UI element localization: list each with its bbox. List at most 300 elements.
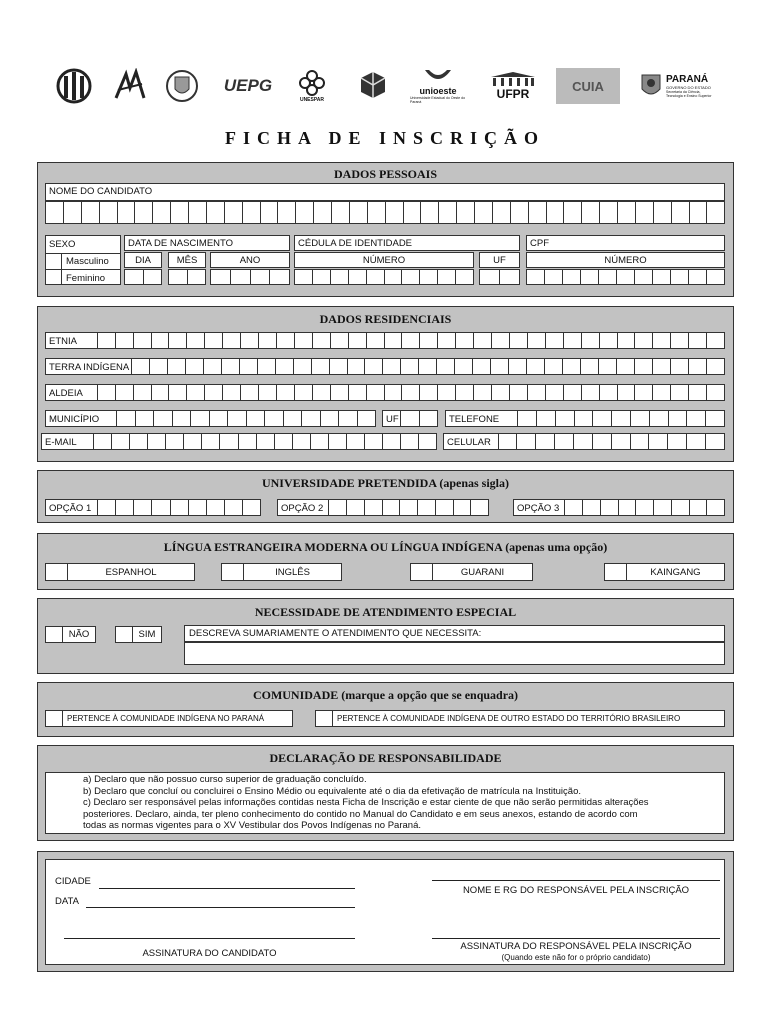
character-cell[interactable]: [526, 359, 544, 374]
character-cell[interactable]: [329, 359, 347, 374]
character-cell[interactable]: [348, 270, 366, 284]
character-cell[interactable]: [437, 333, 455, 348]
character-cell[interactable]: [491, 385, 509, 400]
comunidade-panel: [37, 682, 734, 737]
character-cell[interactable]: [670, 359, 688, 374]
character-cell[interactable]: [258, 333, 276, 348]
character-cell[interactable]: [438, 202, 456, 223]
character-cell[interactable]: [219, 434, 237, 449]
character-cell[interactable]: [634, 385, 652, 400]
character-cell[interactable]: [151, 385, 169, 400]
character-cell[interactable]: [93, 434, 111, 449]
character-cell[interactable]: [330, 385, 348, 400]
assinatura-responsavel-line[interactable]: [432, 938, 720, 939]
character-cell[interactable]: [269, 270, 289, 284]
character-cell[interactable]: [260, 202, 278, 223]
character-cell[interactable]: [630, 411, 649, 426]
character-cell[interactable]: [133, 500, 151, 515]
character-cell[interactable]: [330, 333, 348, 348]
character-cell[interactable]: [382, 434, 400, 449]
character-cell[interactable]: [201, 434, 219, 449]
character-cell[interactable]: [125, 270, 143, 284]
character-cell[interactable]: [330, 270, 348, 284]
character-cell[interactable]: [211, 270, 230, 284]
character-cell[interactable]: [357, 411, 376, 426]
character-cell[interactable]: [258, 385, 276, 400]
character-cell[interactable]: [419, 333, 437, 348]
character-cell[interactable]: [134, 202, 152, 223]
character-cell[interactable]: [480, 270, 499, 284]
character-cell[interactable]: [474, 202, 492, 223]
character-cell[interactable]: [652, 333, 670, 348]
character-cell[interactable]: [419, 385, 437, 400]
uel-emblem-icon: [54, 68, 94, 104]
character-cell[interactable]: [455, 333, 473, 348]
character-cell[interactable]: [311, 359, 329, 374]
character-cell[interactable]: [257, 359, 275, 374]
character-cell[interactable]: [168, 333, 186, 348]
character-cell[interactable]: [401, 270, 419, 284]
nome-label-box: [45, 183, 725, 201]
character-cell[interactable]: [81, 202, 99, 223]
declaracao-title: DECLARAÇÃO DE RESPONSABILIDADE: [269, 751, 502, 765]
character-cell[interactable]: [592, 434, 611, 449]
character-cell[interactable]: [401, 333, 419, 348]
character-cell[interactable]: [382, 500, 400, 515]
character-cell[interactable]: [238, 434, 256, 449]
comunidade-outro-label: PERTENCE À COMUNIDADE INDÍGENA DE OUTRO ESTADO DO TERRITÓRIO BRASILEIRO: [337, 714, 681, 723]
character-cell[interactable]: [328, 434, 346, 449]
character-cell[interactable]: [652, 359, 670, 374]
character-cell[interactable]: [187, 270, 206, 284]
character-cell[interactable]: [420, 202, 438, 223]
character-cell[interactable]: [419, 270, 437, 284]
terra-indigena-label: TERRA INDÍGENA: [49, 362, 130, 373]
character-cell[interactable]: [227, 411, 246, 426]
character-cell[interactable]: [688, 359, 706, 374]
character-cell[interactable]: [653, 202, 671, 223]
character-cell[interactable]: [599, 202, 617, 223]
character-cell[interactable]: [418, 359, 436, 374]
character-cell[interactable]: [277, 202, 295, 223]
comunidade-outro-checkbox[interactable]: [315, 710, 333, 727]
character-cell[interactable]: [617, 202, 635, 223]
email-input[interactable]: [41, 433, 437, 450]
character-cell[interactable]: [562, 270, 580, 284]
character-cell[interactable]: [153, 411, 172, 426]
sim-checkbox[interactable]: [115, 626, 133, 643]
character-cell[interactable]: [230, 270, 250, 284]
character-cell[interactable]: [528, 202, 546, 223]
character-cell[interactable]: [670, 333, 688, 348]
aldeia-input[interactable]: [45, 384, 725, 401]
cidade-line[interactable]: [99, 888, 355, 889]
character-cell[interactable]: [348, 385, 366, 400]
character-cell[interactable]: [546, 202, 564, 223]
character-cell[interactable]: [310, 434, 328, 449]
character-cell[interactable]: [592, 411, 611, 426]
character-cell[interactable]: [563, 385, 581, 400]
character-cell[interactable]: [256, 434, 274, 449]
character-cell[interactable]: [188, 500, 206, 515]
character-cell[interactable]: [366, 385, 384, 400]
character-cell[interactable]: [667, 434, 686, 449]
character-cell[interactable]: [190, 411, 209, 426]
character-cell[interactable]: [364, 434, 382, 449]
character-cell[interactable]: [185, 359, 203, 374]
character-cell[interactable]: [115, 385, 133, 400]
character-cell[interactable]: [653, 500, 671, 515]
character-cell[interactable]: [209, 411, 228, 426]
character-cell[interactable]: [686, 434, 705, 449]
character-cell[interactable]: [545, 333, 563, 348]
character-cell[interactable]: [117, 202, 135, 223]
character-cell[interactable]: [294, 385, 312, 400]
character-cell[interactable]: [554, 434, 573, 449]
mes-input[interactable]: [168, 269, 206, 285]
character-cell[interactable]: [250, 270, 270, 284]
character-cell[interactable]: [563, 202, 581, 223]
character-cell[interactable]: [384, 333, 402, 348]
character-cell[interactable]: [418, 434, 436, 449]
cedula-numero-input[interactable]: [294, 269, 474, 285]
character-cell[interactable]: [338, 411, 357, 426]
character-cell[interactable]: [364, 359, 382, 374]
character-cell[interactable]: [133, 333, 151, 348]
character-cell[interactable]: [131, 359, 149, 374]
cuia-logo: CUIA: [556, 68, 620, 104]
character-cell[interactable]: [294, 333, 312, 348]
character-cell[interactable]: [264, 411, 283, 426]
character-cell[interactable]: [384, 385, 402, 400]
character-cell[interactable]: [516, 434, 535, 449]
character-cell[interactable]: [206, 202, 224, 223]
character-cell[interactable]: [706, 202, 724, 223]
character-cell[interactable]: [689, 500, 707, 515]
character-cell[interactable]: [403, 202, 421, 223]
character-cell[interactable]: [293, 359, 311, 374]
character-cell[interactable]: [203, 359, 221, 374]
character-cell[interactable]: [222, 333, 240, 348]
character-cell[interactable]: [97, 500, 115, 515]
etnia-input[interactable]: [45, 332, 725, 349]
character-cell[interactable]: [580, 359, 598, 374]
character-cell[interactable]: [580, 270, 598, 284]
character-cell[interactable]: [320, 411, 339, 426]
character-cell[interactable]: [491, 333, 509, 348]
character-cell[interactable]: [630, 434, 649, 449]
character-cell[interactable]: [274, 434, 292, 449]
character-cell[interactable]: [283, 411, 302, 426]
character-cell[interactable]: [563, 333, 581, 348]
character-cell[interactable]: [170, 202, 188, 223]
character-cell[interactable]: [599, 333, 617, 348]
character-cell[interactable]: [168, 385, 186, 400]
character-cell[interactable]: [517, 411, 536, 426]
character-cell[interactable]: [527, 270, 544, 284]
character-cell[interactable]: [670, 270, 688, 284]
character-cell[interactable]: [455, 385, 473, 400]
nao-checkbox[interactable]: [45, 626, 63, 643]
terra-indigena-input[interactable]: [45, 358, 725, 375]
character-cell[interactable]: [331, 202, 349, 223]
character-cell[interactable]: [221, 359, 239, 374]
character-cell[interactable]: [598, 270, 616, 284]
character-cell[interactable]: [498, 434, 517, 449]
character-cell[interactable]: [544, 359, 562, 374]
character-cell[interactable]: [364, 500, 382, 515]
comunidade-parana-checkbox[interactable]: [45, 710, 63, 727]
character-cell[interactable]: [456, 202, 474, 223]
character-cell[interactable]: [582, 500, 600, 515]
character-cell[interactable]: [706, 359, 724, 374]
character-cell[interactable]: [436, 359, 454, 374]
character-cell[interactable]: [349, 202, 367, 223]
character-cell[interactable]: [705, 411, 724, 426]
nome-input[interactable]: [45, 201, 725, 224]
character-cell[interactable]: [222, 385, 240, 400]
character-cell[interactable]: [366, 333, 384, 348]
character-cell[interactable]: [186, 333, 204, 348]
character-cell[interactable]: [301, 411, 320, 426]
character-cell[interactable]: [417, 500, 435, 515]
character-cell[interactable]: [618, 500, 636, 515]
character-cell[interactable]: [671, 500, 689, 515]
character-cell[interactable]: [581, 385, 599, 400]
uepg-logo: UEPG: [223, 76, 273, 95]
character-cell[interactable]: [435, 500, 453, 515]
character-cell[interactable]: [652, 270, 670, 284]
character-cell[interactable]: [328, 500, 346, 515]
character-cell[interactable]: [437, 385, 455, 400]
character-cell[interactable]: [400, 411, 418, 426]
character-cell[interactable]: [706, 333, 724, 348]
character-cell[interactable]: [276, 385, 294, 400]
character-cell[interactable]: [147, 434, 165, 449]
descreva-input[interactable]: [184, 642, 725, 665]
character-cell[interactable]: [510, 202, 528, 223]
feminino-checkbox[interactable]: [46, 270, 62, 285]
character-cell[interactable]: [165, 434, 183, 449]
character-cell[interactable]: [295, 202, 313, 223]
character-cell[interactable]: [239, 359, 257, 374]
assinatura-candidato-line[interactable]: [64, 938, 355, 939]
character-cell[interactable]: [115, 500, 133, 515]
character-cell[interactable]: [689, 202, 707, 223]
character-cell[interactable]: [97, 385, 115, 400]
character-cell[interactable]: [453, 500, 471, 515]
masculino-checkbox[interactable]: [46, 254, 62, 269]
character-cell[interactable]: [535, 434, 554, 449]
character-cell[interactable]: [688, 270, 706, 284]
character-cell[interactable]: [509, 385, 527, 400]
cpf-input[interactable]: [526, 269, 725, 285]
character-cell[interactable]: [536, 411, 555, 426]
character-cell[interactable]: [652, 385, 670, 400]
character-cell[interactable]: [133, 385, 151, 400]
character-cell[interactable]: [204, 333, 222, 348]
data-label: DATA: [55, 896, 79, 907]
character-cell[interactable]: [611, 411, 630, 426]
character-cell[interactable]: [149, 359, 167, 374]
character-cell[interactable]: [46, 202, 63, 223]
data-line[interactable]: [86, 907, 355, 908]
nome-rg-line[interactable]: [432, 880, 720, 881]
character-cell[interactable]: [454, 359, 472, 374]
character-cell[interactable]: [63, 202, 81, 223]
character-cell[interactable]: [99, 202, 117, 223]
character-cell[interactable]: [670, 385, 688, 400]
kaingang-checkbox[interactable]: [604, 563, 627, 581]
character-cell[interactable]: [346, 434, 364, 449]
character-cell[interactable]: [275, 359, 293, 374]
ingles-checkbox[interactable]: [221, 563, 244, 581]
character-cell[interactable]: [598, 359, 616, 374]
character-cell[interactable]: [400, 359, 418, 374]
character-cell[interactable]: [186, 385, 204, 400]
character-cell[interactable]: [508, 359, 526, 374]
character-cell[interactable]: [246, 411, 265, 426]
character-cell[interactable]: [635, 500, 653, 515]
opcao3-label: OPÇÃO 3: [517, 503, 560, 514]
character-cell[interactable]: [367, 202, 385, 223]
character-cell[interactable]: [600, 500, 618, 515]
character-cell[interactable]: [437, 270, 455, 284]
character-cell[interactable]: [172, 411, 191, 426]
character-cell[interactable]: [242, 500, 260, 515]
ano-input[interactable]: [210, 269, 290, 285]
character-cell[interactable]: [688, 333, 706, 348]
character-cell[interactable]: [292, 434, 310, 449]
character-cell[interactable]: [276, 333, 294, 348]
character-cell[interactable]: [204, 385, 222, 400]
character-cell[interactable]: [490, 359, 508, 374]
character-cell[interactable]: [473, 385, 491, 400]
character-cell[interactable]: [151, 333, 169, 348]
character-cell[interactable]: [129, 434, 147, 449]
character-cell[interactable]: [649, 411, 668, 426]
character-cell[interactable]: [706, 385, 724, 400]
character-cell[interactable]: [170, 500, 188, 515]
character-cell[interactable]: [634, 270, 652, 284]
character-cell[interactable]: [313, 202, 331, 223]
character-cell[interactable]: [111, 434, 129, 449]
character-cell[interactable]: [473, 333, 491, 348]
character-cell[interactable]: [527, 333, 545, 348]
character-cell[interactable]: [574, 411, 593, 426]
character-cell[interactable]: [573, 434, 592, 449]
cedula-uf-input[interactable]: [479, 269, 520, 285]
character-cell[interactable]: [555, 411, 574, 426]
character-cell[interactable]: [224, 500, 242, 515]
municipio-label: MUNICÍPIO: [49, 414, 100, 425]
character-cell[interactable]: [385, 202, 403, 223]
character-cell[interactable]: [312, 385, 330, 400]
character-cell[interactable]: [399, 500, 417, 515]
character-cell[interactable]: [634, 333, 652, 348]
character-cell[interactable]: [295, 270, 312, 284]
character-cell[interactable]: [545, 385, 563, 400]
character-cell[interactable]: [366, 270, 384, 284]
character-cell[interactable]: [169, 270, 187, 284]
character-cell[interactable]: [240, 385, 258, 400]
form-title: FICHA DE INSCRIÇÃO: [224, 128, 546, 148]
espanhol-checkbox[interactable]: [45, 563, 68, 581]
character-cell[interactable]: [686, 411, 705, 426]
character-cell[interactable]: [116, 411, 135, 426]
character-cell[interactable]: [581, 333, 599, 348]
character-cell[interactable]: [242, 202, 260, 223]
character-cell[interactable]: [611, 434, 630, 449]
character-cell[interactable]: [492, 202, 510, 223]
character-cell[interactable]: [401, 385, 419, 400]
character-cell[interactable]: [617, 385, 635, 400]
character-cell[interactable]: [688, 385, 706, 400]
character-cell[interactable]: [648, 434, 667, 449]
character-cell[interactable]: [562, 359, 580, 374]
character-cell[interactable]: [347, 359, 365, 374]
character-cell[interactable]: [499, 270, 519, 284]
character-cell[interactable]: [346, 500, 364, 515]
character-cell[interactable]: [167, 359, 185, 374]
character-cell[interactable]: [706, 270, 724, 284]
character-cell[interactable]: [183, 434, 201, 449]
character-cell[interactable]: [706, 500, 724, 515]
character-cell[interactable]: [348, 333, 366, 348]
character-cell[interactable]: [115, 333, 133, 348]
character-cell[interactable]: [151, 500, 169, 515]
character-cell[interactable]: [152, 202, 170, 223]
crest-icon: [166, 67, 198, 105]
character-cell[interactable]: [634, 359, 652, 374]
character-cell[interactable]: [470, 500, 488, 515]
dia-input[interactable]: [124, 269, 162, 285]
character-cell[interactable]: [312, 270, 330, 284]
character-cell[interactable]: [472, 359, 490, 374]
character-cell[interactable]: [455, 270, 473, 284]
character-cell[interactable]: [509, 333, 527, 348]
opcao1-label: OPÇÃO 1: [49, 503, 92, 514]
character-cell[interactable]: [617, 333, 635, 348]
character-cell[interactable]: [224, 202, 242, 223]
character-cell[interactable]: [581, 202, 599, 223]
character-cell[interactable]: [419, 411, 437, 426]
character-cell[interactable]: [206, 500, 224, 515]
character-cell[interactable]: [599, 385, 617, 400]
character-cell[interactable]: [705, 434, 724, 449]
character-cell[interactable]: [564, 500, 582, 515]
character-cell[interactable]: [143, 270, 162, 284]
character-cell[interactable]: [240, 333, 258, 348]
guarani-checkbox[interactable]: [410, 563, 433, 581]
character-cell[interactable]: [616, 270, 634, 284]
character-cell[interactable]: [668, 411, 687, 426]
character-cell[interactable]: [384, 270, 402, 284]
character-cell[interactable]: [616, 359, 634, 374]
feminino-label: Feminino: [66, 273, 106, 284]
character-cell[interactable]: [382, 359, 400, 374]
character-cell[interactable]: [671, 202, 689, 223]
character-cell[interactable]: [188, 202, 206, 223]
character-cell[interactable]: [135, 411, 154, 426]
character-cell[interactable]: [400, 434, 418, 449]
character-cell[interactable]: [544, 270, 562, 284]
character-cell[interactable]: [312, 333, 330, 348]
character-cell[interactable]: [635, 202, 653, 223]
character-cell[interactable]: [97, 333, 115, 348]
universidade-title: UNIVERSIDADE PRETENDIDA (apenas sigla): [261, 476, 510, 490]
character-cell[interactable]: [527, 385, 545, 400]
